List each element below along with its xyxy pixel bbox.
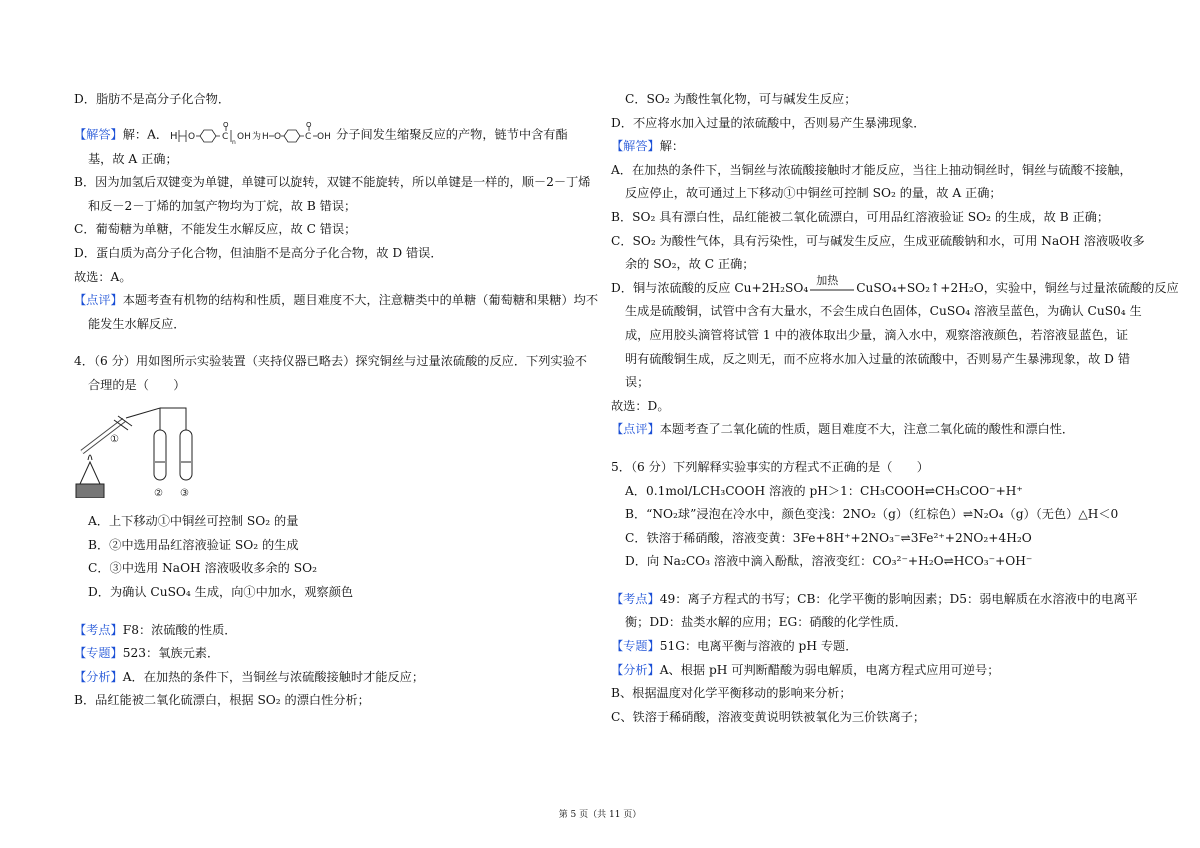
option-a: A．上下移动①中铜丝可控制 SO₂ 的量 xyxy=(88,514,299,529)
svg-text:n: n xyxy=(232,138,236,146)
analysis xyxy=(611,659,1133,683)
right-column xyxy=(611,88,1179,729)
text-line: 反应停止，故可通过上下移动①中铜丝可控制 SO₂ 的量，故 A 正确； xyxy=(625,186,1002,201)
answer-text: 解： xyxy=(659,139,685,154)
reaction-line xyxy=(611,274,1179,301)
figure-label-3: ③ xyxy=(180,487,189,498)
knowledge-text: 49：离子方程式的书写；CB：化学平衡的影响因素；D5：弱电解质在水溶液中的电离平 xyxy=(659,591,1138,606)
page-footer: 第 5 页（共 11 页） xyxy=(558,810,642,820)
text-line: A．在加热的条件下，当铜丝与浓硫酸接触时才能反应，当往上抽动铜丝时，铜丝与硫酸不接触， xyxy=(611,162,1132,177)
text-line: 生成是硫酸铜，试管中含有大量水，不会生成白色固体，CuSO₄ 溶液呈蓝色，为确认 CuS0₄ 生 xyxy=(625,304,1142,319)
analysis-tag: 【分析】 xyxy=(74,669,123,684)
svg-text:C: C xyxy=(305,131,312,142)
question-5-stem: 5．（6 分）下列解释实验事实的方程式不正确的是（ ） xyxy=(611,459,929,474)
text-line: C．SO₂ 为酸性氧化物，可与碱发生反应； xyxy=(625,92,857,106)
text-line: D．脂肪不是高分子化合物． xyxy=(74,92,231,106)
svg-text:OH: OH xyxy=(237,131,251,142)
svg-text:O: O xyxy=(188,131,196,142)
apparatus-figure xyxy=(74,402,214,498)
left-column xyxy=(74,88,599,713)
text-line: C．葡萄糖为单糖，不能发生水解反应，故 C 错误； xyxy=(74,222,357,237)
analysis-tag: 【分析】 xyxy=(611,662,660,677)
svg-text:C: C xyxy=(222,131,229,142)
knowledge-point xyxy=(611,588,1138,612)
text-line: B．SO₂ 具有漂白性，品红能被二氧化硫漂白，可用品红溶液验证 SO₂ 的生成，故 B 正确； xyxy=(611,209,1110,224)
text-line: 成，应用胶头滴管将试管 1 中的液体取出少量，滴入水中，观察溶液颜色，若溶液显蓝色，证 xyxy=(625,327,1129,342)
text-line: 和反－2－丁烯的加氢产物均为丁烷，故 B 错误； xyxy=(88,198,357,213)
option-c: C．③中选用 NaOH 溶液吸收多余的 SO₂ xyxy=(88,561,317,576)
text-line: 故选：A。 xyxy=(74,269,132,284)
heating-condition: 加热 xyxy=(816,274,839,288)
topic xyxy=(74,642,594,666)
option-a: A．0.1mol/LCH₃COOH 溶液的 pH＞1：CH₃COOH⇌CH₃COO⁻+H⁺ xyxy=(625,483,1023,498)
analysis-text: A、根据 pH 可判断醋酸为弱电解质，电离方程式应用可逆号； xyxy=(659,662,1000,677)
question-4-stem-cont: 合理的是（ ） xyxy=(88,377,186,392)
text-line: 故选：D。 xyxy=(611,398,670,413)
analysis-text: A．在加热的条件下，当铜丝与浓硫酸接触时才能反应； xyxy=(122,669,425,684)
text-line: 余的 SO₂，故 C 正确； xyxy=(625,257,755,272)
svg-text:O: O xyxy=(223,121,229,129)
figure-label-1: ① xyxy=(110,433,119,445)
topic-text: 51G：电离平衡与溶液的 pH 专题． xyxy=(659,639,858,654)
answer-prefix: 解：A． xyxy=(122,127,169,142)
topic-tag: 【专题】 xyxy=(611,639,660,654)
figure-label-2: ② xyxy=(154,487,163,498)
svg-text:O: O xyxy=(306,121,312,129)
text-line: B．品红能被二氧化硫漂白，根据 SO₂ 的漂白性分析； xyxy=(74,693,370,708)
option-b: B．②中选用品红溶液验证 SO₂ 的生成 xyxy=(88,537,299,552)
comment-tag: 【点评】 xyxy=(74,293,123,308)
polyester-structure-figure xyxy=(170,122,334,148)
answer-tag: 【解答】 xyxy=(74,127,123,142)
text-line: C．SO₂ 为酸性气体，具有污染性，可与碱发生反应，生成亚硫酸钠和水，可用 NaOH 溶液吸收多 xyxy=(611,233,1145,248)
option-b: B．“NO₂球”浸泡在冷水中，颜色变浅：2NO₂（g）（红棕色）⇌N₂O₄（g）（无色）△H＜0 xyxy=(625,507,1119,522)
text-line: D．不应将水加入过量的浓硫酸中，否则易产生暴沸现象． xyxy=(611,115,926,130)
answer-suffix: 分子间发生缩聚反应的产物，链节中含有酯 xyxy=(336,127,568,142)
option-d: D．为确认 CuSO₄ 生成，向①中加水，观察颜色 xyxy=(88,584,354,599)
question-4-stem: 4．（6 分）用如图所示实验装置（夹持仪器已略去）探究铜丝与过量浓硫酸的反应．下列实验不 xyxy=(74,354,587,369)
svg-text:为: 为 xyxy=(252,131,262,142)
text-line: B、根据温度对化学平衡移动的影响来分析； xyxy=(611,686,852,701)
option-d: D．向 Na₂CO₃ 溶液中滴入酚酞，溶液变红：CO₃²⁻+H₂O⇌HCO₃⁻+OH⁻ xyxy=(625,554,1033,569)
knowledge-tag: 【考点】 xyxy=(74,622,123,637)
reaction-reactants: D．铜与浓硫酸的反应 Cu+2H₂SO₄ xyxy=(611,280,809,295)
topic-text: 523：氧族元素． xyxy=(122,646,220,661)
comment-line xyxy=(74,289,599,313)
text-line: C、铁溶于稀硝酸，溶液变黄说明铁被氧化为三价铁离子； xyxy=(611,709,926,724)
knowledge-tag: 【考点】 xyxy=(611,591,660,606)
text-line: B．因为加氢后双键变为单键，单键可以旋转，双键不能旋转，所以单键是一样的，顺－2－丁烯 xyxy=(74,175,591,190)
comment-line xyxy=(611,418,1133,442)
text-line: 误； xyxy=(625,375,650,390)
svg-text:H: H xyxy=(262,131,269,142)
answer-tag: 【解答】 xyxy=(611,139,660,154)
knowledge-point xyxy=(74,619,594,643)
analysis xyxy=(74,666,594,690)
comment-text: 本题考查有机物的结构和性质，题目难度不大，注意糖类中的单糖（葡萄糖和果糖）均不 xyxy=(122,293,599,308)
knowledge-text: F8：浓硫酸的性质． xyxy=(122,622,237,637)
topic xyxy=(611,635,1133,659)
text-line: 衡；DD：盐类水解的应用；EG：硝酸的化学性质． xyxy=(625,615,907,630)
option-c: C．铁溶于稀硝酸，溶液变黄：3Fe+8H⁺+2NO₃⁻⇌3Fe²⁺+2NO₂+4H₂O xyxy=(625,530,1032,545)
text-line: 明有硫酸铜生成，反之则无，而不应将水加入过量的浓硫酸中，否则易产生暴沸现象，故 D 错 xyxy=(625,351,1131,366)
topic-tag: 【专题】 xyxy=(74,646,123,661)
svg-text:H: H xyxy=(170,130,178,142)
text-line: D．蛋白质为高分子化合物，但油脂不是高分子化合物，故 D 错误． xyxy=(74,245,443,260)
text-line: 能发生水解反应． xyxy=(88,316,186,331)
comment-text: 本题考查了二氧化硫的性质，题目难度不大，注意二氧化硫的酸性和漂白性． xyxy=(659,422,1075,437)
svg-text:OH: OH xyxy=(317,131,331,142)
reaction-products: CuSO₄+SO₂↑+2H₂O，实验中，铜丝与过量浓硫酸的反应 xyxy=(856,280,1179,295)
svg-text:O: O xyxy=(274,131,282,142)
answer-line xyxy=(74,122,594,148)
text-line: 基，故 A 正确； xyxy=(88,151,178,166)
answer-line xyxy=(611,135,1133,159)
heating-arrow xyxy=(808,274,856,295)
comment-tag: 【点评】 xyxy=(611,422,660,437)
